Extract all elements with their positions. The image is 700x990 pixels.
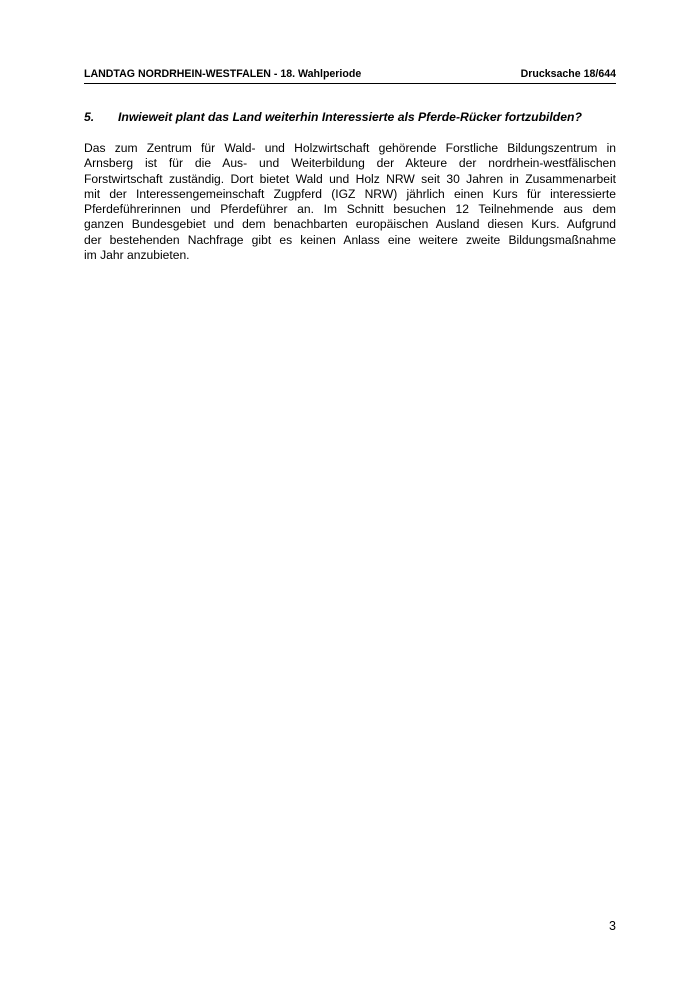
header-parliament-title: LANDTAG NORDRHEIN-WESTFALEN - 18. Wahlperiode [84,68,362,80]
answer-paragraph [84,141,616,263]
answer-line: Das zum Zentrum für Wald- und Holzwirtschaft gehörende Forstliche Bildungszentrum in [84,141,616,155]
question-heading [84,110,624,124]
answer-line: im Jahr anzubieten. [84,248,190,263]
page-header [84,67,616,84]
header-document-number: Drucksache 18/644 [520,68,616,80]
question-text: Inwieweit plant das Land weiterhin Interessierte als Pferde-Rücker fortzubilden? [118,110,582,124]
answer-line: der bestehenden Nachfrage gibt es keinen Anlass eine weitere zweite Bildungsmaßnahme [84,232,616,247]
page-number: 3 [609,919,616,933]
answer-line: Forstwirtschaft zuständig. Dort bietet Wald und Holz NRW seit 30 Jahren in Zusammenarbeit [84,171,616,186]
answer-line: Arnsberg ist für die Aus- und Weiterbildung der Akteure der nordrhein-westfälischen [84,156,616,171]
answer-line: mit der Interessengemeinschaft Zugpferd (IGZ NRW) jährlich einen Kurs für interessierte [84,186,616,201]
answer-line: Pferdeführerinnen und Pferdeführer an. Im Schnitt besuchen 12 Teilnehmende aus dem [84,202,616,217]
answer-line: ganzen Bundesgebiet und dem benachbarten europäischen Ausland diesen Kurs. Aufgrund [84,217,616,232]
question-number: 5. [84,110,95,124]
